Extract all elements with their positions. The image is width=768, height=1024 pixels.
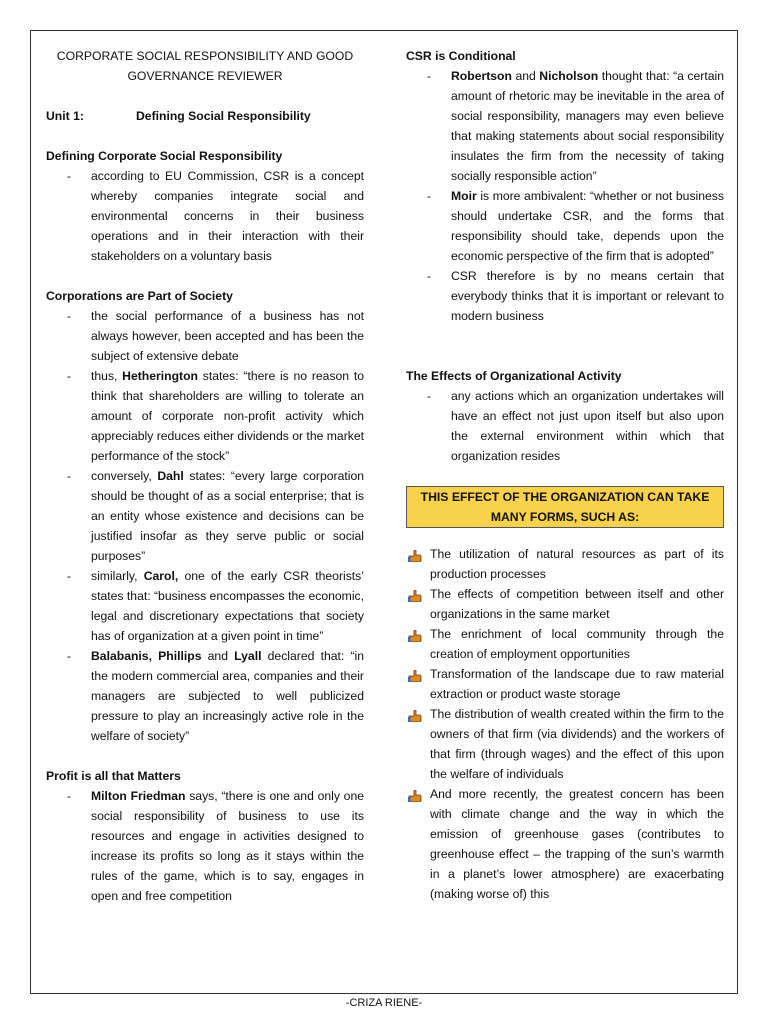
list-item: - thus, Hetherington states: “there is no reason to think that shareholders are willing to tolerate an amount of corporate non-profit activity which appreciably reduces either dividends or the market performance of the stock” — [46, 366, 364, 466]
section-corporations-society — [46, 286, 364, 746]
list-item: - Robertson and Nicholson thought that: “a certain amount of rhetoric may be inevitable in the area of social responsibility, managers may even believe that making statements about social responsibility insulates the firm from the necessity of taking socially responsible action” — [406, 66, 724, 186]
list-item: - according to EU Commission, CSR is a concept whereby companies integrate social and environmental concerns in their business operations and in their interaction with their stakeholders on a voluntary basis — [46, 166, 364, 266]
unit-title: Defining Social Responsibility — [136, 109, 311, 123]
section-heading: Corporations are Part of Society — [46, 289, 233, 303]
left-column — [46, 46, 364, 926]
unit-number: Unit 1: — [46, 109, 84, 123]
pointing-hand-icon — [408, 628, 422, 640]
section-heading: CSR is Conditional — [406, 49, 516, 63]
section-defining-csr — [46, 146, 364, 266]
section-heading: Profit is all that Matters — [46, 769, 181, 783]
section-profit — [46, 766, 364, 906]
effects-list — [406, 544, 724, 904]
page-border — [30, 30, 738, 994]
highlight-callout: THIS EFFECT OF THE ORGANIZATION CAN TAKE MANY FORMS, SUCH AS: — [406, 486, 724, 528]
pointing-hand-icon — [408, 548, 422, 560]
pointing-hand-icon — [408, 668, 422, 680]
list-item: Transformation of the landscape due to raw material extraction or product waste storage — [406, 664, 724, 704]
list-item: The effects of competition between itself and other organizations in the same market — [406, 584, 724, 624]
list-item: - similarly, Carol, one of the early CSR theorists’ states that: “business encompasses the economic, legal and discretionary expectations that society has of organization at a given point in time” — [46, 566, 364, 646]
list-item: - any actions which an organization undertakes will have an effect not just upon itself but also upon the external environment within which that organization resides — [406, 386, 724, 466]
list-item: The distribution of wealth created within the firm to the owners of that firm (via dividends) and the workers of that firm (through wages) and the effect of this upon the welfare of individuals — [406, 704, 724, 784]
pointing-hand-icon — [408, 788, 422, 800]
list-item: - conversely, Dahl states: “every large corporation should be thought of as a social enterprise; that is an entity whose existence and decisions can be justified insofar as they serve public or social purposes” — [46, 466, 364, 566]
section-effects — [406, 366, 724, 466]
section-heading: The Effects of Organizational Activity — [406, 369, 622, 383]
right-column — [406, 46, 724, 904]
document-title: CORPORATE SOCIAL RESPONSIBILITY AND GOOD GOVERNANCE REVIEWER — [56, 49, 354, 83]
pointing-hand-icon — [408, 708, 422, 720]
list-item: - Moir is more ambivalent: “whether or not business should undertake CSR, and the forms that responsibility should take, depends upon the economic perspective of the firm that is adopted” — [406, 186, 724, 266]
list-item: The enrichment of local community through the creation of employment opportunities — [406, 624, 724, 664]
unit-header — [46, 106, 364, 126]
list-item: - the social performance of a business has not always however, been accepted and has been the subject of extensive debate — [46, 306, 364, 366]
list-item: - Balabanis, Phillips and Lyall declared that: “in the modern commercial area, companies and their managers are subjected to well publicized pressure to play an increasingly active role in the welfare of society” — [46, 646, 364, 746]
list-item: - CSR therefore is by no means certain that everybody thinks that it is important or relevant to modern business — [406, 266, 724, 326]
list-item: The utilization of natural resources as part of its production processes — [406, 544, 724, 584]
pointing-hand-icon — [408, 588, 422, 600]
list-item: - Milton Friedman says, “there is one and only one social responsibility of business to use its resources and engage in activities designed to increase its profits so long as it stays within the rules of the game, which is to say, engages in open and free competition — [46, 786, 364, 906]
section-heading: Defining Corporate Social Responsibility — [46, 149, 283, 163]
section-csr-conditional — [406, 46, 724, 326]
page-footer: -CRIZA RIENE- — [345, 997, 423, 1009]
list-item: And more recently, the greatest concern has been with climate change and the way in which the emission of greenhouse gases (contributes to greenhouse effect – the trapping of the sun’s warmth in a planet’s lower atmosphere) are exacerbating (making worse of) this — [406, 784, 724, 904]
